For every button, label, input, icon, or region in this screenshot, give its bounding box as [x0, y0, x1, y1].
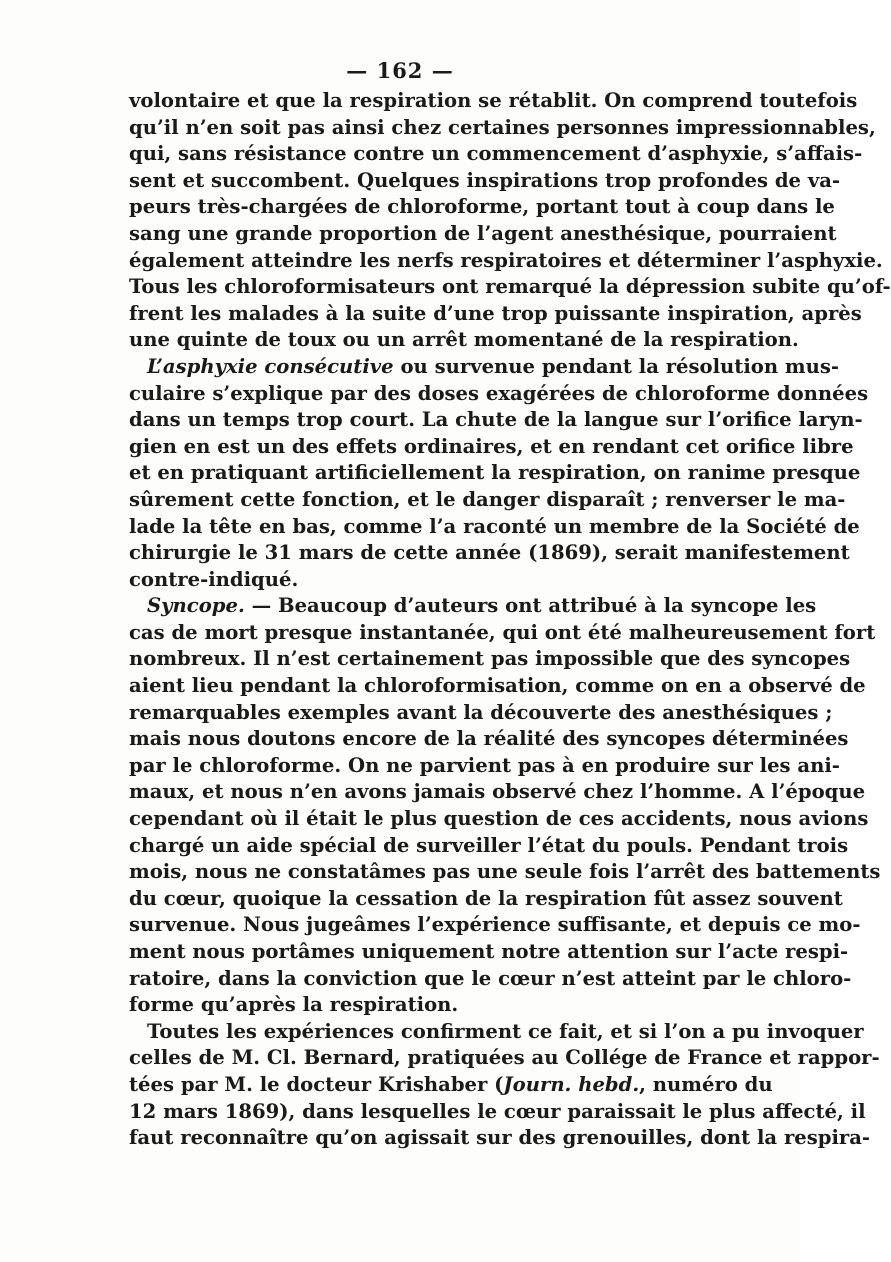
text-line-content: sang une grande proportion de l’agent anesthésique, pourraient — [129, 221, 837, 245]
text-line — [129, 753, 840, 780]
text-line — [129, 381, 869, 408]
text-line-content: par le chloroforme. On ne parvient pas à en produire sur les ani- — [129, 753, 840, 777]
text-line-content: faut reconnaître qu’on agissait sur des grenouilles, dont la respira- — [129, 1126, 871, 1150]
text-line-content: chirurgie le 31 mars de cette année (1869), serait manifestement — [129, 541, 850, 565]
text-line-content: sent et succombent. Quelques inspirations trop profondes de va- — [129, 168, 841, 192]
text-line-content: qu’il n’en soit pas ainsi chez certaines personnes impressionnables, — [129, 115, 876, 139]
text-line — [129, 141, 863, 168]
text-line-content: volontaire et que la respiration se rétablit. On comprend toutefois — [129, 89, 858, 112]
text-line — [129, 939, 849, 966]
text-line-content: lade la tête en bas, comme l’a raconté un membre de la Société de — [129, 514, 860, 538]
text-line — [129, 221, 837, 248]
italic-term: Syncope. — [147, 594, 245, 618]
text-line-content: cas de mort presque instantanée, qui ont été malheureusement fort — [129, 620, 876, 644]
page-number: — 162 — — [346, 58, 454, 83]
text-line — [129, 88, 858, 115]
text-line — [129, 514, 860, 541]
text-line-content: ou survenue pendant la résolution mus- — [393, 354, 840, 378]
text-line-content: qui, sans résistance contre un commencement d’asphyxie, s’affais- — [129, 142, 863, 166]
text-line — [129, 1125, 871, 1152]
body-text — [129, 88, 891, 1152]
text-line — [129, 593, 817, 620]
text-line-content: nombreux. Il n’est certainement pas impossible que des syncopes — [129, 647, 851, 671]
text-line — [129, 115, 876, 142]
text-line-content: frent les malades à la suite d’une trop puissante inspiration, après — [129, 301, 862, 325]
text-line — [129, 620, 876, 647]
text-line — [129, 274, 891, 301]
text-line-content: — Beaucoup d’auteurs ont attribué à la syncope les — [244, 594, 817, 618]
text-line-content: gien en est un des effets ordinaires, et en rendant cet orifice libre — [129, 434, 854, 458]
text-line-content: mais nous doutons encore de la réalité des syncopes déterminées — [129, 727, 849, 751]
text-line-content: Tous les chloroformisateurs ont remarqué la dépression subite qu’of- — [129, 275, 891, 299]
text-line — [129, 673, 866, 700]
text-line-content: du cœur, quoique la cessation de la respiration fût assez souvent — [129, 886, 843, 910]
text-line — [129, 194, 835, 221]
text-line — [129, 833, 849, 860]
text-line — [129, 912, 861, 939]
text-line — [129, 567, 677, 594]
text-line-content: ment nous portâmes uniquement notre attention sur l’acte respi- — [129, 940, 849, 963]
text-line-content: celles de M. Cl. Bernard, pratiquées au Collége de France et rappor- — [129, 1046, 880, 1070]
text-line-content: Toutes les expériences confirment ce fait, et si l’on a pu invoquer — [147, 1019, 864, 1043]
text-line-content: une quinte de toux ou un arrêt momentané de la respiration. — [129, 328, 799, 352]
text-line — [129, 460, 861, 487]
text-line-content: et en pratiquant artificiellement la respiration, on ranime presque — [129, 461, 861, 485]
text-line-content: culaire s’explique par des doses exagérées de chloroforme données — [129, 381, 869, 405]
text-line-content: ratoire, dans la conviction que le cœur n’est atteint par le chloro- — [129, 966, 852, 990]
text-line — [129, 646, 851, 673]
text-line — [129, 859, 881, 886]
text-line — [129, 301, 862, 328]
text-line-content: sûrement cette fonction, et le danger disparaît ; renverser le ma- — [129, 487, 846, 511]
text-line — [129, 726, 849, 753]
text-line-prefix: tées par M. le docteur Krishaber ( — [129, 1072, 504, 1096]
text-line-content: maux, et nous n’en avons jamais observé chez l’homme. A l’époque — [129, 780, 866, 804]
text-line-content: cependant où il était le plus question de ces accidents, nous avions — [129, 807, 869, 831]
italic-term: Journ. hebd. — [503, 1072, 640, 1096]
text-line — [129, 434, 854, 461]
text-line — [129, 1045, 880, 1072]
text-line-content: aient lieu pendant la chloroformisation, comme on en a observé de — [129, 674, 866, 698]
text-line-content: contre-indiqué. — [129, 567, 299, 591]
text-line — [129, 966, 852, 993]
text-line-content: mois, nous ne constatâmes pas une seule fois l’arrêt des battements — [129, 860, 881, 884]
text-line — [129, 487, 846, 514]
text-line-content: remarquables exemples avant la découverte des anesthésiques ; — [129, 700, 833, 724]
text-line — [129, 248, 883, 275]
text-line — [129, 806, 869, 833]
text-line-content: également atteindre les nerfs respiratoires et déterminer l’asphyxie. — [129, 248, 883, 272]
text-line-content: 12 mars 1869), dans lesquelles le cœur paraissait le plus affecté, il — [129, 1099, 866, 1123]
text-line-content: peurs très-chargées de chloroforme, portant tout à coup dans le — [129, 195, 835, 219]
text-line — [129, 700, 833, 727]
text-line — [129, 354, 840, 381]
text-line — [129, 168, 841, 195]
text-line-content: chargé un aide spécial de surveiller l’état du pouls. Pendant trois — [129, 833, 849, 857]
text-line — [129, 886, 843, 913]
text-line — [129, 1019, 864, 1046]
text-line — [129, 779, 866, 806]
text-line-content: , numéro du — [639, 1072, 773, 1096]
text-line — [129, 407, 863, 434]
text-line — [129, 327, 799, 354]
text-line — [129, 1072, 773, 1099]
text-line-content: survenue. Nous jugeâmes l’expérience suffisante, et depuis ce mo- — [129, 913, 861, 937]
italic-term: L’asphyxie consécutive — [147, 354, 394, 378]
text-line — [129, 992, 677, 1019]
text-line-content: forme qu’après la respiration. — [129, 993, 459, 1017]
text-line — [129, 1099, 866, 1126]
text-line — [129, 540, 850, 567]
text-line-content: dans un temps trop court. La chute de la langue sur l’orifice laryn- — [129, 408, 863, 432]
